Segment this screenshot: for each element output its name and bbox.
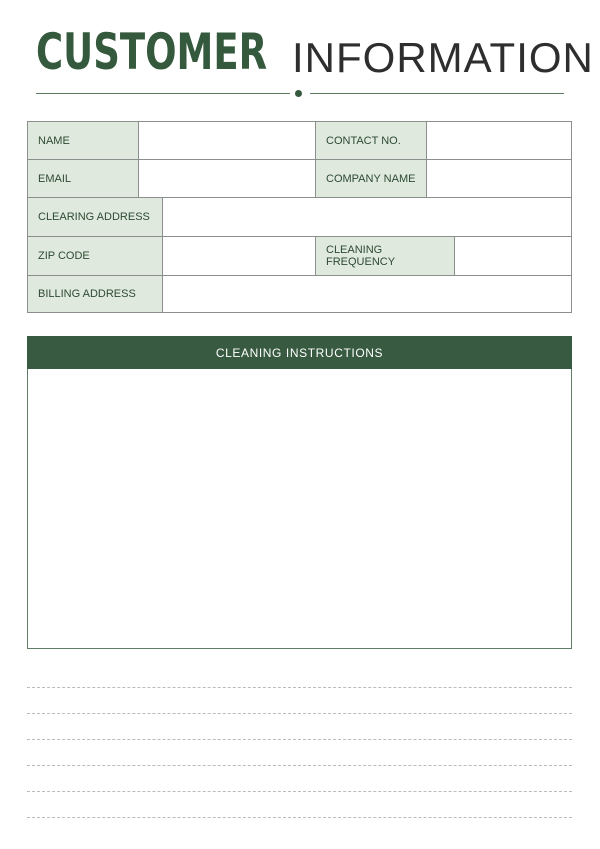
cleaning-instructions-box[interactable] (27, 369, 572, 649)
billing-field[interactable] (163, 276, 571, 312)
row-name-contact (28, 122, 571, 160)
row-email-company (28, 160, 571, 198)
notes-line[interactable] (27, 687, 572, 688)
contact-field[interactable] (427, 122, 571, 159)
company-field[interactable] (427, 160, 571, 197)
notes-line[interactable] (27, 739, 572, 740)
contact-label: CONTACT NO. (315, 122, 427, 159)
divider-dot (295, 90, 302, 97)
zip-label: ZIP CODE (28, 237, 163, 275)
divider-line-left (36, 93, 290, 94)
title-divider (36, 92, 564, 96)
customer-info-table (27, 121, 572, 313)
frequency-label: CLEANING FREQUENCY (315, 237, 455, 275)
notes-line[interactable] (27, 713, 572, 714)
row-zip-frequency (28, 237, 571, 276)
row-clearing-address (28, 198, 571, 237)
row-billing-address (28, 276, 571, 312)
notes-line[interactable] (27, 765, 572, 766)
company-label: COMPANY NAME (315, 160, 427, 197)
divider-line-right (310, 93, 564, 94)
title-light: INFORMATION (292, 34, 594, 81)
clearing-address-field[interactable] (163, 198, 571, 236)
zip-field[interactable] (163, 237, 315, 275)
clearing-address-label: CLEARING ADDRESS (28, 198, 163, 236)
cleaning-instructions-header: CLEANING INSTRUCTIONS (27, 336, 572, 369)
notes-line[interactable] (27, 817, 572, 818)
name-field[interactable] (139, 122, 315, 159)
notes-line[interactable] (27, 791, 572, 792)
title-bold: CUSTOMER (36, 23, 268, 81)
frequency-field[interactable] (455, 237, 571, 275)
email-label: EMAIL (28, 160, 139, 197)
billing-label: BILLING ADDRESS (28, 276, 163, 312)
name-label: NAME (28, 122, 139, 159)
page-title (36, 23, 594, 84)
email-field[interactable] (139, 160, 315, 197)
